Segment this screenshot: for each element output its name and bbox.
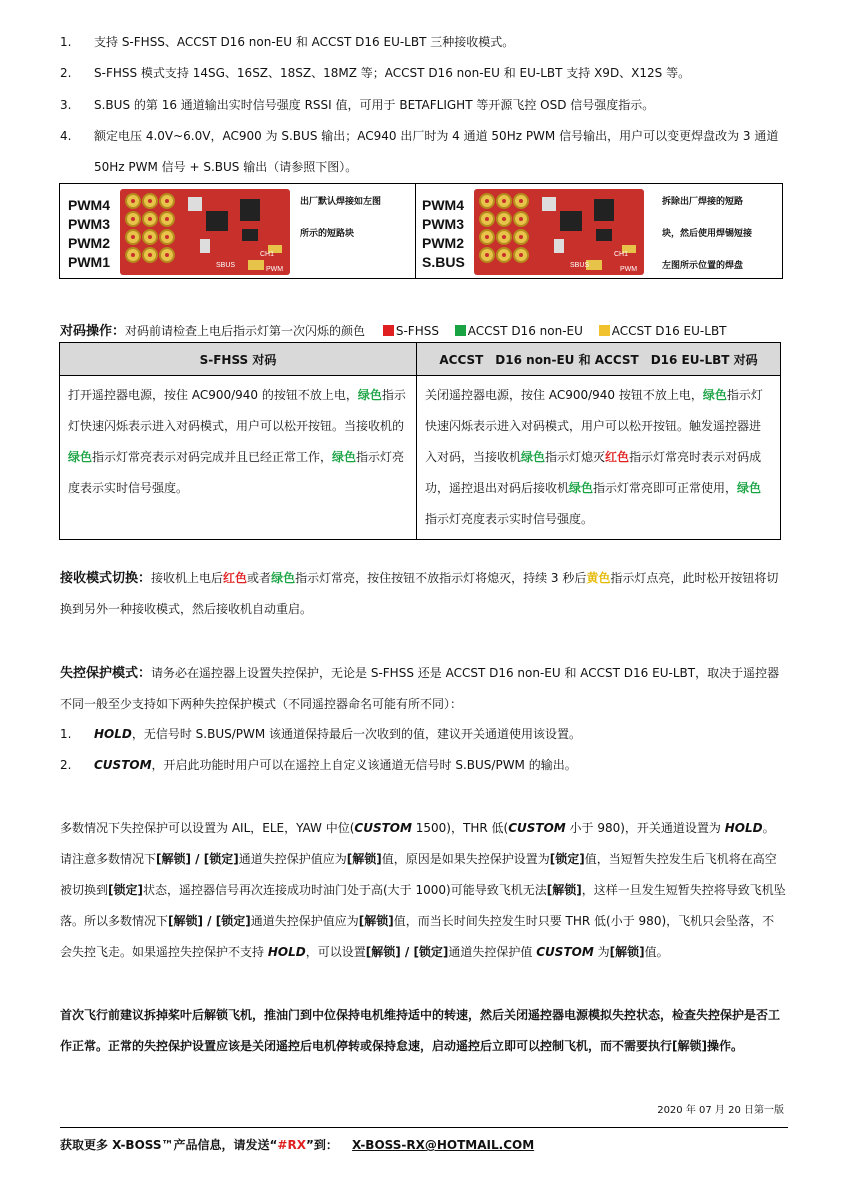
board-diagram-table bbox=[59, 183, 783, 279]
first-flight-warning: 首次飞行前建议拆掉桨叶后解锁飞机，推油门到中位保持电机维持适中的转速，然后关闭遥控器电源模拟失控状态，检查失控保护是否工作正常。正常的失控保护设置应该是关闭遥控后电机停转或保持怠速，启动遥控后立即可以控制飞机，而不需要执行[解锁]操作。 bbox=[60, 1008, 781, 1053]
table-cell-accst: 关闭遥控器电源，按住 AC900/940 按钮不放上电，绿色指示灯快速闪烁表示进入对码模式，用户可以松开按钮。触发遥控器进入对码，当接收机绿色指示灯熄灭红色指示灯常亮时表示对码成功，遥控退出对码后接收机绿色指示灯常亮即可正常使用，绿色指示灯亮度表示实时信号强度。 bbox=[417, 376, 781, 540]
pairing-title: 对码操作：对码前请检查上电后指示灯第一次闪烁的颜色 S-FHSS ACCST D16 non-EU ACCST D16 EU-LBT bbox=[60, 324, 727, 339]
legend-eu-lbt: ACCST D16 EU-LBT bbox=[599, 324, 727, 338]
board-note-left: 出厂默认焊接如左图 所示的短路块 bbox=[300, 197, 382, 239]
failsafe-note-paragraph: 多数情况下失控保护可以设置为 AIL，ELE，YAW 中位(CUSTOM 1500)，THR 低(CUSTOM 小于 980)，开关通道设置为 HOLD。请注意多数情况下[解锁] / [锁定]通道失控保护值应为[解锁]值，原因是如果失控保护设置为[锁定]值，当短暂失控发生后飞机将在高空被切换到[锁定]状态，遥控器信号再次连接成功时油门处于高(大于 1000)可能导致飞机无法[解锁]，这样一旦发生短暂失控将导致飞机坠落。所以多数情况下[解锁] / [锁定]通道失控保护值应为[解锁]值，而当长时间失控发生时只要 THR 低(小于 980)，飞机只会坠落，不会失控飞走。如果遥控失控保护不支持 HOLD，可以设置[解锁] / [锁定]通道失控保护值 CUSTOM 为[解锁]值。 bbox=[60, 821, 786, 959]
contact-email-link[interactable]: X-BOSS-RX@HOTMAIL.COM bbox=[352, 1138, 535, 1152]
legend-swatch-yellow bbox=[599, 325, 610, 336]
receiver-board-image: SBUS PWM CH1 bbox=[474, 189, 644, 275]
table-header: ACCST D16 non-EU 和 ACCST D16 EU-LBT 对码 bbox=[417, 343, 781, 376]
table-header: S-FHSS 对码 bbox=[60, 343, 417, 376]
pwm-labels: PWM4 PWM3 PWM2 S.BUS bbox=[422, 197, 465, 270]
board-note-right: 拆除出厂焊接的短路 块，然后使用焊锡短接 左图所示位置的焊盘 bbox=[662, 197, 753, 271]
legend-non-eu: ACCST D16 non-EU bbox=[455, 324, 583, 338]
footer: 获取更多 X-BOSS™产品信息，请发送“#RX”到： X-BOSS-RX@HOTMAIL.COM bbox=[60, 1138, 535, 1152]
footer-divider bbox=[60, 1127, 788, 1128]
version-date: 2020 年 07 月 20 日第一版 bbox=[657, 1105, 784, 1116]
legend-s-fhss: S-FHSS bbox=[383, 324, 439, 338]
legend-swatch-green bbox=[455, 325, 466, 336]
pwm-labels: PWM4 PWM3 PWM2 PWM1 bbox=[68, 197, 110, 270]
mode-switch-section: 接收模式切换：接收机上电后红色或者绿色指示灯常亮，按住按钮不放指示灯将熄灭，持续 3 秒后黄色指示灯点亮，此时松开按钮将切换到另外一种接收模式，然后接收机自动重启。 bbox=[60, 571, 779, 616]
receiver-board-image: SBUS PWM CH1 bbox=[120, 189, 290, 275]
failsafe-section: 失控保护模式：请务必在遥控器上设置失控保护，无论是 S-FHSS 还是 ACCST D16 non-EU 和 ACCST D16 EU-LBT，取决于遥控器不同一般至少支持如下两种失控保护模式（不同遥控器命名可能有所不同）： bbox=[60, 666, 780, 711]
pairing-table bbox=[59, 342, 781, 540]
legend-swatch-red bbox=[383, 325, 394, 336]
board-right bbox=[416, 184, 782, 278]
board-left bbox=[60, 184, 415, 278]
table-cell-s-fhss: 打开遥控器电源，按住 AC900/940 的按钮不放上电，绿色指示灯快速闪烁表示进入对码模式，用户可以松开按钮。当接收机的绿色指示灯常亮表示对码完成并且已经正常工作，绿色指示灯亮度表示实时信号强度。 bbox=[60, 376, 417, 540]
